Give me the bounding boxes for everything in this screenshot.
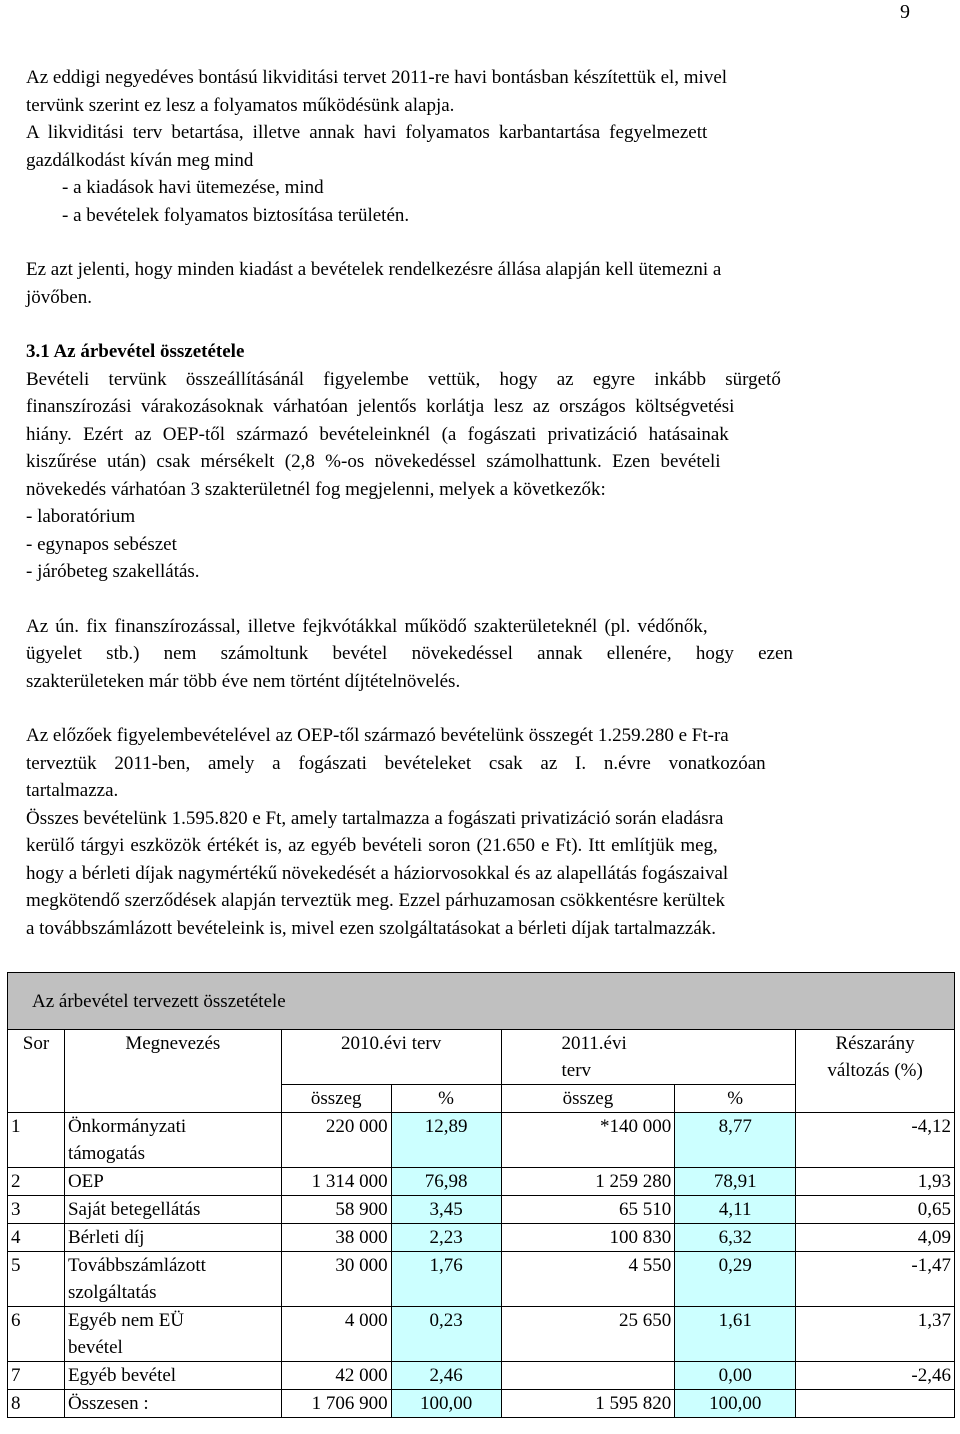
text-line: megkötendő szerződések alapján terveztük meg. Ezzel párhuzamosan csökkentésre kerültek	[26, 890, 726, 911]
row-number: 1	[8, 1113, 65, 1168]
header-osszeg-2011: összeg	[501, 1085, 675, 1113]
amount-2010: 4 000	[281, 1307, 391, 1362]
row-label	[64, 1252, 281, 1307]
change-pct: -4,12	[796, 1113, 955, 1168]
text-line: tartalmazza.	[26, 780, 119, 801]
table-row	[8, 1390, 955, 1418]
header-pct-2011: %	[675, 1085, 796, 1113]
text-line: szakterületeken már több éve nem történt díjtételnövelés.	[26, 670, 461, 692]
amount-2011: 1 595 820	[501, 1390, 675, 1418]
row-label	[64, 1168, 281, 1196]
change-pct: -2,46	[796, 1362, 955, 1390]
revenue-composition-table	[7, 972, 955, 1418]
paragraph-oep-revenue	[26, 722, 914, 805]
text-line: ügyelet stb.) nem számoltunk bevétel növekedéssel annak ellenére, hogy ezen	[26, 643, 793, 664]
row-label-line: bevétel	[67, 1337, 123, 1358]
row-label-line: OEP	[67, 1171, 104, 1192]
pct-2011: 6,32	[675, 1224, 796, 1252]
row-number: 5	[8, 1252, 65, 1307]
amount-2010: 42 000	[281, 1362, 391, 1390]
change-pct: -1,47	[796, 1252, 955, 1307]
table-row	[8, 1362, 955, 1390]
row-number: 4	[8, 1224, 65, 1252]
text-line: hiány. Ezért az OEP-től származó bevételeinknél (a fogászati privatizáció hatásainak	[26, 423, 729, 445]
pct-2011: 100,00	[675, 1390, 796, 1418]
change-pct: 1,93	[796, 1168, 955, 1196]
pct-2010: 0,23	[391, 1307, 501, 1362]
pct-2011: 1,61	[675, 1307, 796, 1362]
row-label-line: támogatás	[67, 1143, 145, 1164]
paragraph-scheduling	[26, 256, 914, 311]
text-line: Bevételi tervünk összeállításánál figyelembe vettük, hogy az egyre inkább sürgető	[26, 368, 781, 390]
table-row	[8, 1168, 955, 1196]
header-reszarany-line1: Részarány	[835, 1033, 915, 1054]
table-row	[8, 1113, 955, 1168]
pct-2010: 2,46	[391, 1362, 501, 1390]
row-number: 7	[8, 1362, 65, 1390]
change-pct	[796, 1390, 955, 1418]
amount-2011: 25 650	[501, 1307, 675, 1362]
header-2011-line2: terv	[561, 1060, 592, 1081]
row-label	[64, 1113, 281, 1168]
row-label-line: szolgáltatás	[67, 1282, 157, 1303]
change-pct: 0,65	[796, 1196, 955, 1224]
text-line: a továbbszámlázott bevételeink is, mivel ezen szolgáltatásokat a bérleti díjak tartalmazzák.	[26, 917, 717, 939]
row-label-line: Összesen :	[67, 1393, 149, 1414]
row-number: 8	[8, 1390, 65, 1418]
row-number: 2	[8, 1168, 65, 1196]
table-row	[8, 1196, 955, 1224]
table-row	[8, 1252, 955, 1307]
amount-2010: 58 900	[281, 1196, 391, 1224]
amount-2011	[501, 1362, 675, 1390]
table-row	[8, 1224, 955, 1252]
row-label	[64, 1224, 281, 1252]
paragraph-revenue-plan	[26, 366, 914, 586]
text-line: hogy a bérleti díjak nagymértékű növekedését a háziorvosokkal és az alapellátás fogászaival	[26, 862, 729, 884]
list-item: - laboratórium	[26, 506, 136, 527]
row-label-line: Egyéb bevétel	[67, 1365, 177, 1386]
header-2011-line1: 2011.évi	[561, 1033, 627, 1054]
pct-2010: 1,76	[391, 1252, 501, 1307]
text-line: Ez azt jelenti, hogy minden kiadást a bevételek rendelkezésre állása alapján kell ütemezni a	[26, 259, 722, 280]
amount-2010: 220 000	[281, 1113, 391, 1168]
row-label	[64, 1196, 281, 1224]
row-label-line: Önkormányzati	[67, 1116, 187, 1137]
row-label	[64, 1362, 281, 1390]
pct-2011: 0,00	[675, 1362, 796, 1390]
text-line: növekedés várhatóan 3 szakterületnél fog megjelenni, melyek a következők:	[26, 478, 606, 500]
amount-2011: 65 510	[501, 1196, 675, 1224]
amount-2011: 1 259 280	[501, 1168, 675, 1196]
amount-2011: 100 830	[501, 1224, 675, 1252]
header-reszarany	[796, 1030, 955, 1113]
row-label-line: Bérleti díj	[67, 1227, 145, 1248]
change-pct: 1,37	[796, 1307, 955, 1362]
amount-2010: 38 000	[281, 1224, 391, 1252]
text-line: terveztük 2011-ben, amely a fogászati bevételeket csak az I. n.évre vonatkozóan	[26, 752, 766, 774]
list-item: - a kiadások havi ütemezése, mind	[62, 177, 324, 198]
text-line: Összes bevételünk 1.595.820 e Ft, amely tartalmazza a fogászati privatizáció során eladásra	[26, 807, 724, 829]
header-reszarany-line2: változás (%)	[827, 1060, 923, 1081]
amount-2011: *140 000	[501, 1113, 675, 1168]
text-line: Az eddigi negyedéves bontású likviditási tervet 2011-re havi bontásban készítettük el, mivel	[26, 67, 728, 88]
table-caption: Az árbevétel tervezett összetétele	[8, 973, 955, 1030]
pct-2010: 2,23	[391, 1224, 501, 1252]
paragraph-total-revenue	[26, 805, 914, 943]
list-item: - a bevételek folyamatos biztosítása területén.	[62, 204, 410, 226]
text-line: jövőben.	[26, 286, 92, 308]
row-label-line: Saját betegellátás	[67, 1199, 201, 1220]
amount-2010: 1 314 000	[281, 1168, 391, 1196]
section-heading: 3.1 Az árbevétel összetétele	[26, 341, 245, 362]
row-number: 6	[8, 1307, 65, 1362]
text-line: Az ún. fix finanszírozással, illetve fejkvótákkal működő szakterületeknél (pl. védőnők,	[26, 615, 708, 637]
pct-2011: 4,11	[675, 1196, 796, 1224]
text-line: tervünk szerint ez lesz a folyamatos működésünk alapja.	[26, 94, 455, 116]
header-sor: Sor	[8, 1030, 65, 1113]
pct-2011: 0,29	[675, 1252, 796, 1307]
list-item: - járóbeteg szakellátás.	[26, 561, 200, 582]
row-label	[64, 1390, 281, 1418]
paragraph-liquidity-intro	[26, 64, 914, 229]
change-pct: 4,09	[796, 1224, 955, 1252]
text-line: Az előzőek figyelembevételével az OEP-től származó bevételünk összegét 1.259.280 e Ft-ra	[26, 725, 729, 746]
pct-2011: 78,91	[675, 1168, 796, 1196]
header-osszeg-2010: összeg	[281, 1085, 391, 1113]
row-label-line: Egyéb nem EÜ	[67, 1310, 185, 1331]
text-line: kerülő tárgyi eszközök értékét is, az egyéb bevételi soron (21.650 e Ft). Itt említjük meg,	[26, 835, 718, 856]
amount-2011: 4 550	[501, 1252, 675, 1307]
amount-2010: 1 706 900	[281, 1390, 391, 1418]
header-2011	[501, 1030, 796, 1085]
row-label-line: Továbbszámlázott	[67, 1255, 206, 1276]
header-pct-2010: %	[391, 1085, 501, 1113]
row-label	[64, 1307, 281, 1362]
table-row	[8, 1307, 955, 1362]
header-megnevezes: Megnevezés	[64, 1030, 281, 1113]
amount-2010: 30 000	[281, 1252, 391, 1307]
page-number: 9	[900, 1, 910, 23]
row-number: 3	[8, 1196, 65, 1224]
text-line: finanszírozási várakozásoknak várhatóan jelentős korlátja lesz az országos költségvetési	[26, 396, 735, 417]
pct-2010: 76,98	[391, 1168, 501, 1196]
text-line: gazdálkodást kíván meg mind	[26, 149, 254, 171]
paragraph-fixed-financing	[26, 613, 914, 696]
pct-2010: 3,45	[391, 1196, 501, 1224]
pct-2010: 100,00	[391, 1390, 501, 1418]
document-body	[26, 64, 914, 942]
list-item: - egynapos sebészet	[26, 533, 177, 555]
text-line: kiszűrése után) csak mérsékelt (2,8 %-os növekedéssel számolhattunk. Ezen bevételi	[26, 451, 721, 472]
pct-2011: 8,77	[675, 1113, 796, 1168]
header-2010: 2010.évi terv	[281, 1030, 501, 1085]
text-line: A likviditási terv betartása, illetve annak havi folyamatos karbantartása fegyelmezett	[26, 122, 708, 143]
pct-2010: 12,89	[391, 1113, 501, 1168]
